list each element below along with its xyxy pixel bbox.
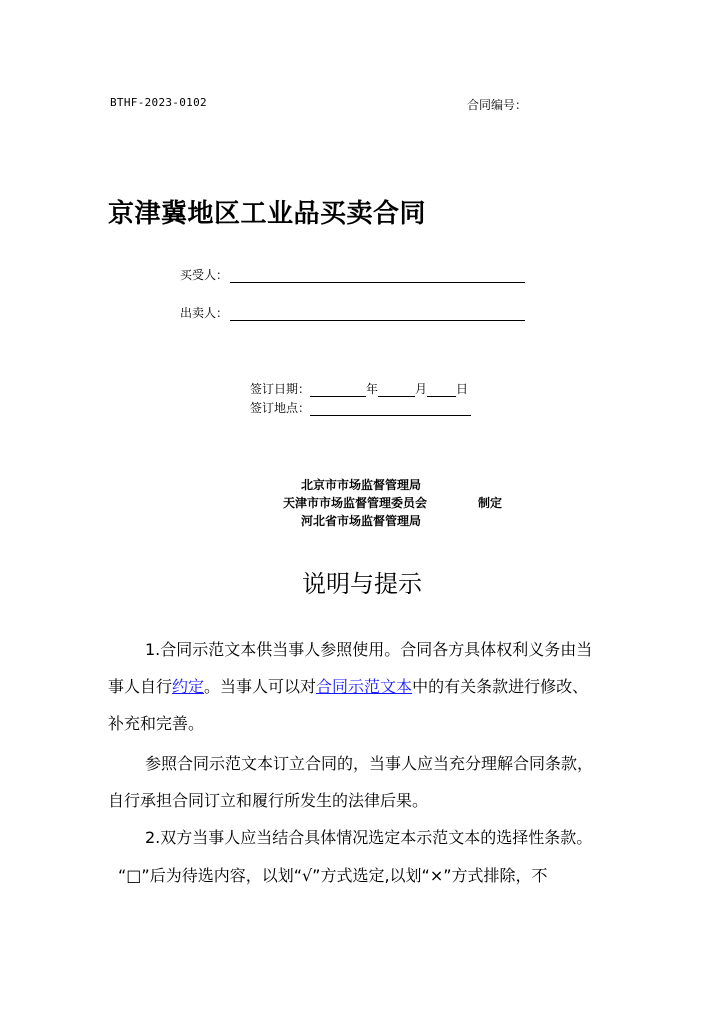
- contract-number-label: 合同编号：: [467, 98, 528, 112]
- link-contract-template[interactable]: 合同示范文本: [316, 677, 413, 696]
- note-1-line-1: 1.合同示范文本供当事人参照使用。合同各方具体权利义务由当: [145, 640, 593, 659]
- signing-place-label: 签订地点：: [250, 401, 311, 415]
- year-label: 年: [366, 382, 379, 396]
- buyer-field: [180, 266, 525, 283]
- signing-place-field: [250, 399, 471, 416]
- signing-date-label: 签订日期：: [250, 382, 311, 396]
- year-blank: [310, 382, 366, 397]
- buyer-blank-line: [230, 268, 525, 283]
- note-3-line-1: 2.双方当事人应当结合具体情况选定本示范文本的选择性条款。: [145, 828, 593, 847]
- buyer-label: 买受人：: [180, 268, 229, 282]
- issuer-tianjin: 天津市市场监督管理委员会: [283, 496, 428, 510]
- place-blank: [310, 401, 471, 416]
- note-1-text-c: 中的有关条款进行修改、: [412, 677, 589, 696]
- note-2-line-2: 自行承担合同订立和履行所发生的法律后果。: [108, 791, 429, 810]
- seller-label: 出卖人：: [180, 306, 229, 320]
- issuer-hebei: 河北省市场监督管理局: [301, 514, 422, 528]
- note-1-line-2: [108, 677, 588, 697]
- link-agreement[interactable]: 约定: [172, 677, 205, 696]
- notes-title: 说明与提示: [302, 570, 422, 598]
- month-blank: [378, 382, 415, 397]
- month-label: 月: [415, 382, 428, 396]
- signing-date-field: [250, 380, 468, 397]
- seller-blank-line: [230, 306, 525, 321]
- day-label: 日: [456, 382, 469, 396]
- page-title: 京津冀地区工业品买卖合同: [108, 199, 427, 229]
- issued-label: 制定: [478, 496, 503, 510]
- note-1-text-a: 事人自行: [108, 677, 173, 696]
- document-code: BTHF-2023-0102: [110, 96, 207, 109]
- day-blank: [427, 382, 456, 397]
- note-3-line-2: “□”后为待选内容，以划“√”方式选定,以划“×”方式排除，不: [118, 866, 548, 885]
- note-1-text-b: 。当事人可以对: [204, 677, 317, 696]
- seller-field: [180, 304, 525, 321]
- note-2-line-1: 参照合同示范文本订立合同的，当事人应当充分理解合同条款，: [145, 754, 594, 773]
- note-1-line-3: 补充和完善。: [108, 714, 205, 733]
- issuer-beijing: 北京市市场监督管理局: [301, 478, 422, 492]
